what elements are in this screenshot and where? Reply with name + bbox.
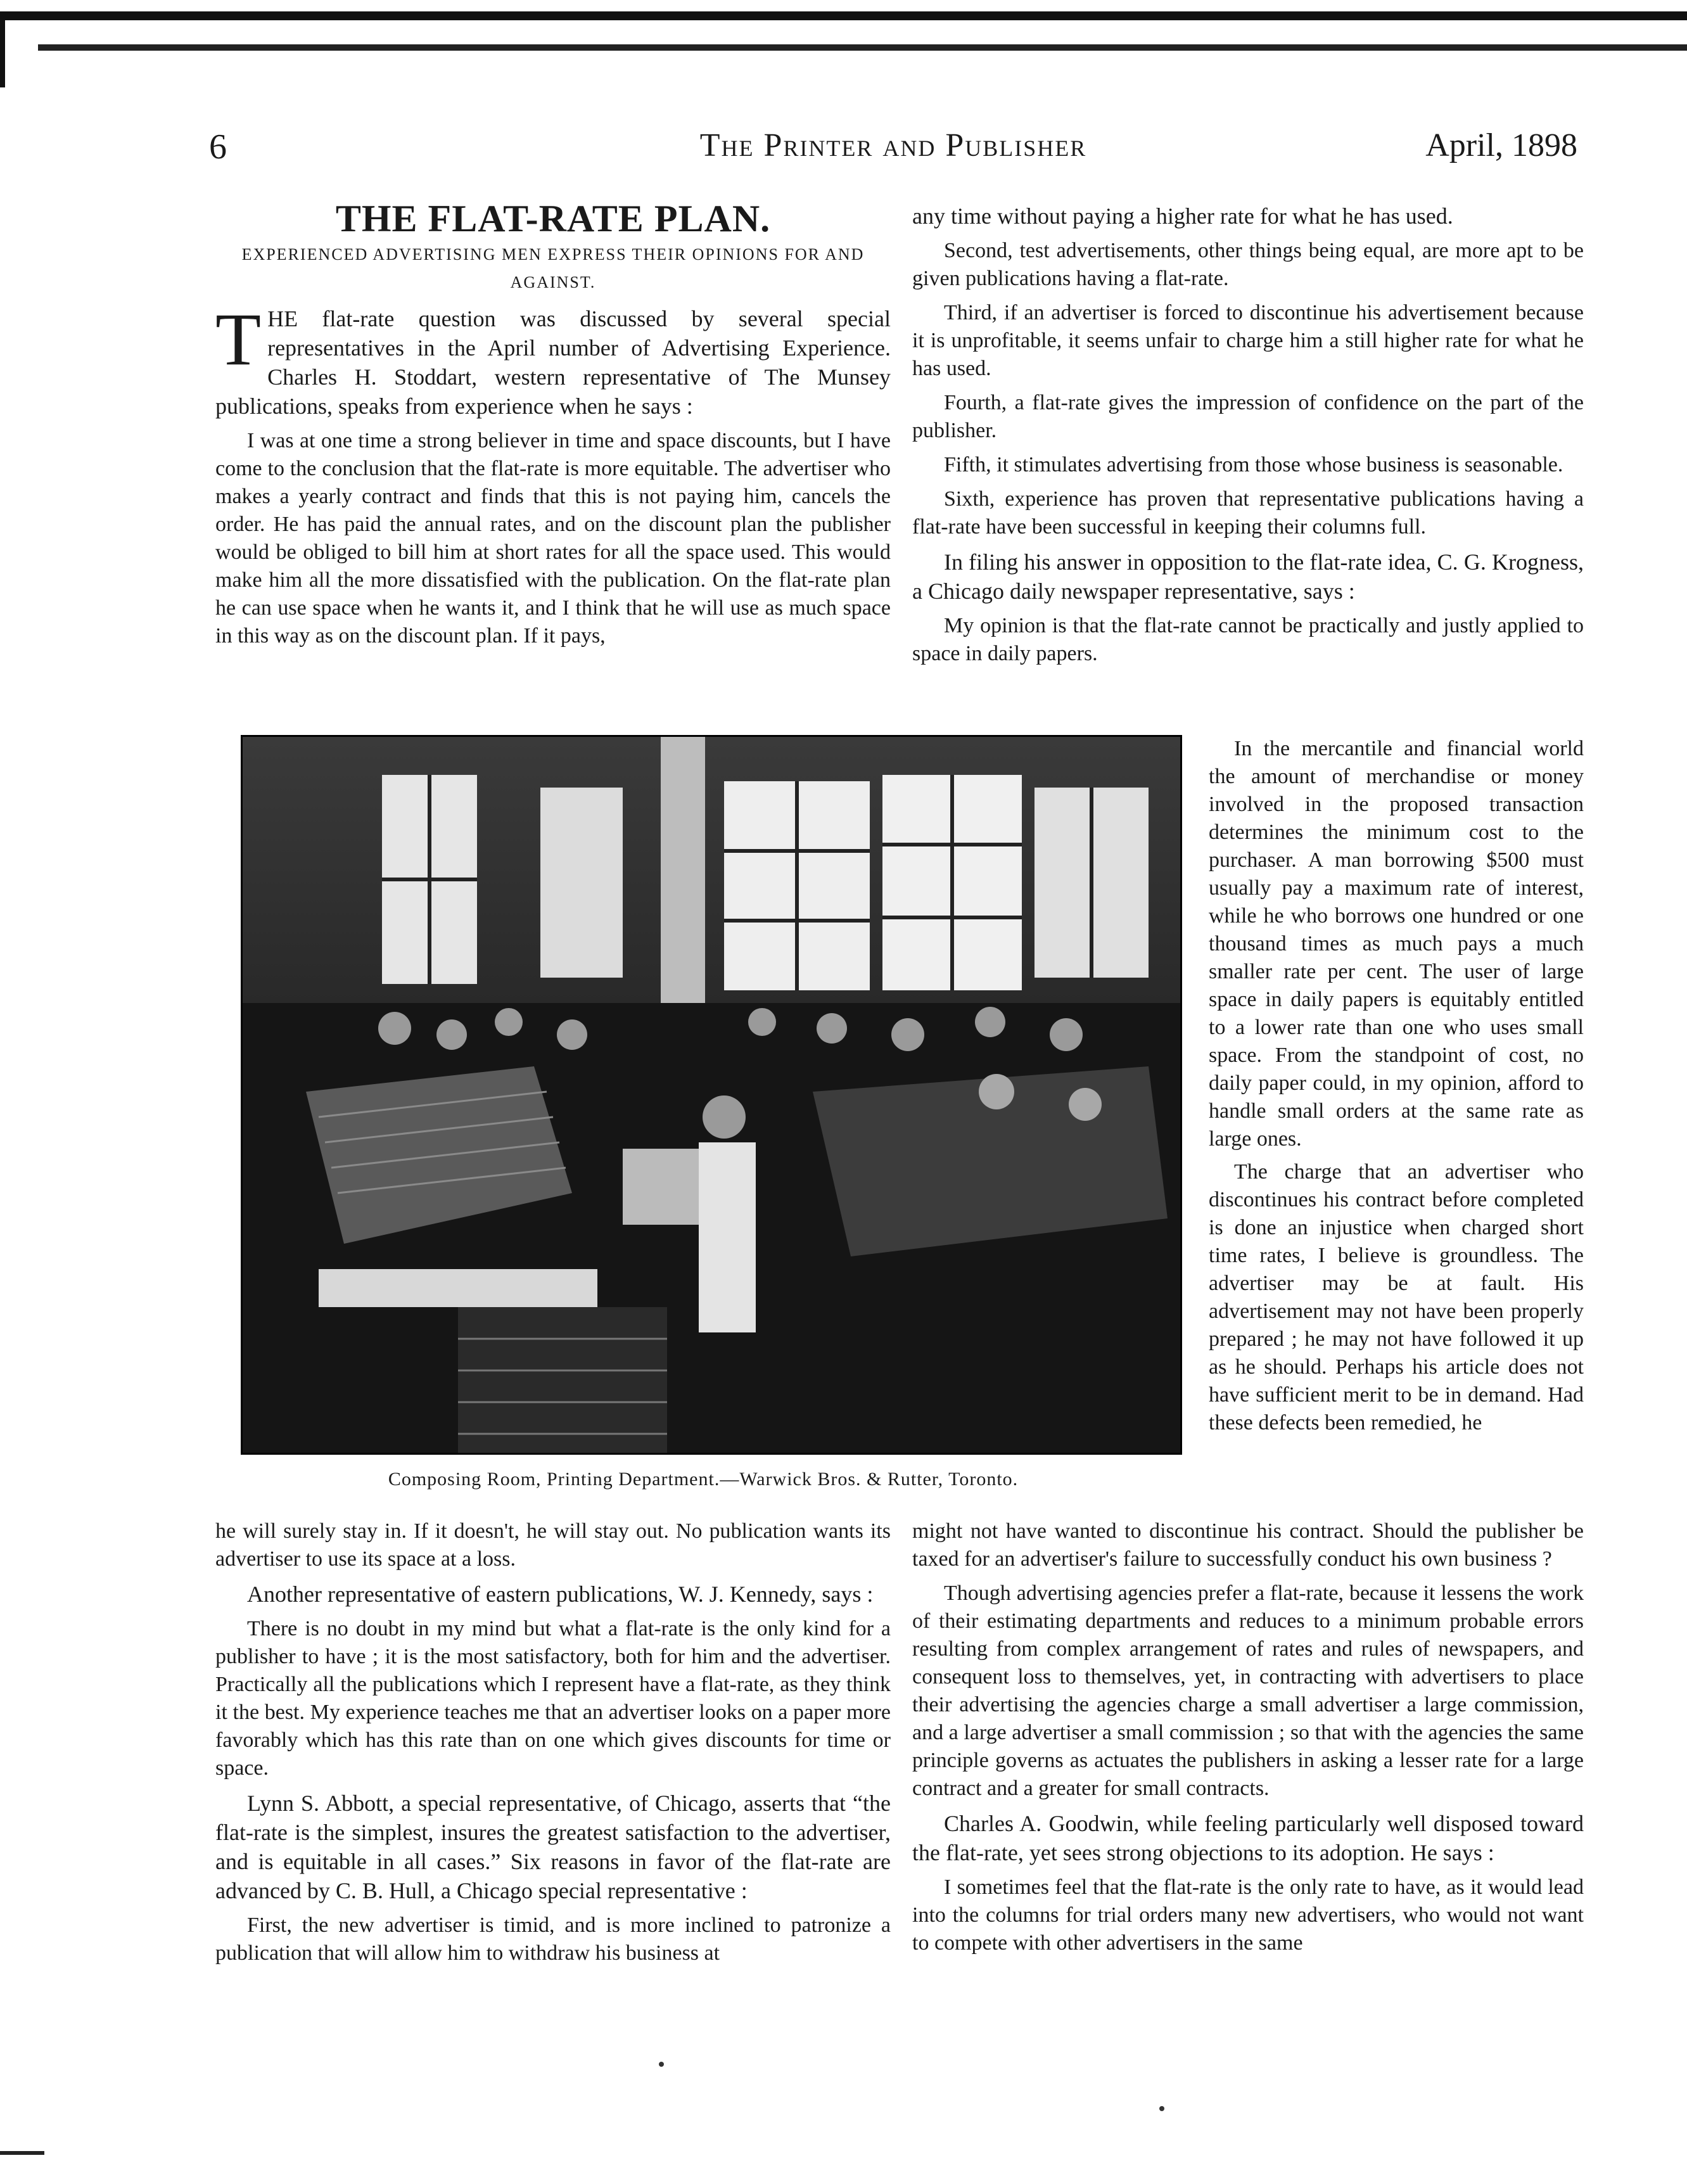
kennedy-quote: There is no doubt in my mind but what a flat-rate is the only kind for a publisher to have ; it is the most satisfactory, both for him and the advertiser. Practically all the publications which I represent have a flat-rate, as they think it the best. My experience teaches me that an advertiser looks on a paper more favorably which has this rate than on one which gives discounts for time or space. bbox=[215, 1617, 891, 1780]
intro-paragraph bbox=[215, 298, 891, 421]
hull-sixth: Sixth, experience has proven that representative publications having a flat-rate have been successful in keeping their columns full. bbox=[912, 487, 1584, 539]
hull-third: Third, if an advertiser is forced to discontinue his advertisement because it is unprofitable, it seems unfair to charge him a still higher rate for what he has used. bbox=[912, 301, 1584, 380]
krogness-intro: In filing his answer in opposition to the flat-rate idea, C. G. Krogness, a Chicago daily newspaper representative, says : bbox=[912, 549, 1584, 604]
hull-second: Second, test advertisements, other things being equal, are more apt to be given publications having a flat-rate. bbox=[912, 239, 1584, 290]
kennedy-intro: Another representative of eastern publications, W. J. Kennedy, says : bbox=[247, 1581, 874, 1607]
page-header bbox=[209, 127, 1577, 177]
krogness-quote-1: My opinion is that the flat-rate cannot be practically and justly applied to space in daily papers. bbox=[912, 614, 1584, 665]
abbott-paragraph: Lynn S. Abbott, a special representative, of Chicago, asserts that “the flat-rate is the simplest, insures the greatest satisfaction to the advertiser, and is equitable in all cases.” Six reasons in favor of the flat-rate are advanced by C. B. Hull, a Chicago special representative : bbox=[215, 1791, 891, 1903]
photo-illustration bbox=[243, 737, 1180, 1453]
goodwin-intro: Charles A. Goodwin, while feeling particularly well disposed toward the flat-rate, yet sees strong objections to its adoption. He says : bbox=[912, 1811, 1584, 1865]
photo-caption: Composing Room, Printing Department.—Warwick Bros. & Rutter, Toronto. bbox=[388, 1469, 1019, 1490]
left-edge-rule bbox=[0, 11, 5, 87]
left-column-bottom bbox=[215, 1517, 891, 1974]
drop-cap: T bbox=[215, 298, 262, 381]
hull-first: First, the new advertiser is timid, and is more inclined to patronize a publication that will allow him to withdraw his business at bbox=[215, 1913, 891, 1965]
bottom-mark bbox=[659, 2062, 664, 2067]
bottom-left-dash bbox=[0, 2151, 44, 2155]
hull-first-end: any time without paying a higher rate for what he has used. bbox=[912, 203, 1453, 229]
issue-date: April, 1898 bbox=[1425, 127, 1577, 163]
article-title: THE FLAT-RATE PLAN. bbox=[335, 198, 771, 239]
intro-text: HE flat-rate question was discussed by several special representatives in the April number of Advertising Experience. Charles H. Stoddart, western representative of The Munsey publications, speaks from experience when he says : bbox=[215, 306, 891, 419]
krogness-wrap-column bbox=[1209, 735, 1584, 1442]
right-column-top bbox=[912, 201, 1584, 674]
krogness-quote-3: The charge that an advertiser who discontinues his contract before completed is done an injustice when charged short time rates, I believe is groundless. The advertiser may be at fault. His advertisement may not have been properly prepared ; he may not have followed it up as he should. Perhaps his article does not have sufficient merit to be in demand. Had these defects been remedied, he bbox=[1209, 1160, 1584, 1434]
publication-title: The Printer and Publisher bbox=[699, 127, 1087, 163]
top-rule-secondary bbox=[38, 44, 1687, 51]
hull-fifth: Fifth, it stimulates advertising from those whose business is seasonable. bbox=[944, 453, 1563, 476]
composing-room-photo bbox=[241, 735, 1182, 1455]
left-column-top bbox=[215, 198, 891, 656]
top-rule bbox=[0, 11, 1687, 20]
stoddart-quote-end: he will surely stay in. If it doesn't, he will stay out. No publication wants its advertiser to use its space at a loss. bbox=[215, 1519, 891, 1571]
article-subtitle: EXPERIENCED ADVERTISING MEN EXPRESS THEIR OPINIONS FOR AND AGAINST. bbox=[241, 245, 865, 291]
right-column-bottom bbox=[912, 1517, 1584, 1964]
page-number: 6 bbox=[209, 127, 227, 167]
krogness-quote-2: In the mercantile and financial world the amount of merchandise or money involved in the proposed transaction determines the minimum cost to the purchaser. A man borrowing $500 must usually pay a maximum rate of interest, while he who borrows one hundred or one thousand times as much pays a much smaller rate per cent. The user of large space in daily papers is equitably entitled to a lower rate than one who uses small space. From the standpoint of cost, no daily paper could, in my opinion, afford to handle small orders at the same rate as large ones. bbox=[1209, 737, 1584, 1151]
krogness-quote-end: might not have wanted to discontinue his contract. Should the publisher be taxed for an advertiser's failure to successfully conduct his own business ? bbox=[912, 1519, 1584, 1571]
bottom-mark-right bbox=[1159, 2106, 1164, 2111]
goodwin-quote: I sometimes feel that the flat-rate is the only rate to have, as it would lead into the columns for trial orders many new advertisers, who would not want to compete with other advertisers in the same bbox=[912, 1875, 1584, 1955]
agencies-paragraph: Though advertising agencies prefer a flat-rate, because it lessens the work of their estimating departments and reduces to a minimum probable errors resulting from complex arrangement of rates and rules of newspapers, and consequent loss to themselves, yet, in contracting with advertisers to place their advertising the agencies charge a small advertiser a large commission, and a large advertiser a small commission ; so that with the agencies the same principle governs as actuates the publishers in asking a lesser rate for a large contract and a greater for small contracts. bbox=[912, 1581, 1584, 1800]
stoddart-quote: I was at one time a strong believer in time and space discounts, but I have come to the conclusion that the flat-rate is more equitable. The advertiser who makes a yearly contract and finds that this is not paying him, cancels the order. He has paid the annual rates, and on the discount plan the publisher would be obliged to bill him at short rates for all the space used. This would make him all the more dissatisfied with the publication. On the flat-rate plan he can use space when he wants it, and I think that he will use as much space in this way as on the discount plan. If it pays, bbox=[215, 429, 891, 648]
hull-fourth: Fourth, a flat-rate gives the impression of confidence on the part of the publisher. bbox=[912, 391, 1584, 442]
